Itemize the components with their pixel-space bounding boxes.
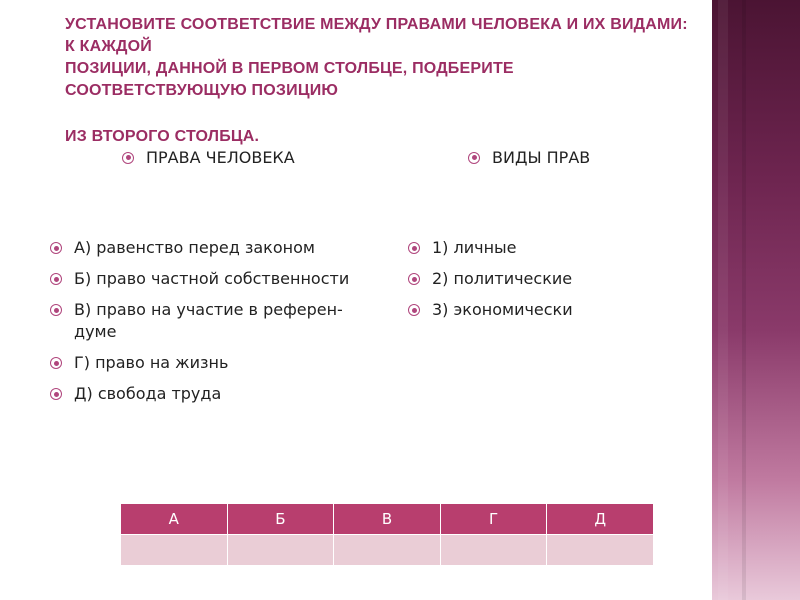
sidebar-band	[742, 0, 746, 600]
list-item	[50, 383, 380, 405]
left-column-heading	[122, 148, 295, 167]
title-line-1: УСТАНОВИТЕ СООТВЕТСТВИЕ МЕЖДУ ПРАВАМИ ЧЕЛОВЕКА И ИХ ВИДАМИ: К КАЖДОЙ	[65, 16, 688, 55]
bullet-icon	[50, 304, 62, 316]
answer-cell[interactable]	[547, 535, 654, 566]
answer-table-row	[121, 535, 654, 566]
list-item-text: В) право на участие в референ-думе	[74, 300, 343, 341]
list-item	[408, 299, 688, 321]
answer-cell[interactable]	[440, 535, 547, 566]
list-item-text: 2) политические	[432, 269, 573, 288]
bullet-icon	[50, 357, 62, 369]
answer-cell[interactable]	[121, 535, 228, 566]
bullet-icon	[50, 388, 62, 400]
list-item	[50, 299, 380, 343]
list-item-text: А) равенство перед законом	[74, 238, 315, 257]
list-item	[408, 268, 688, 290]
bullet-icon	[50, 273, 62, 285]
bullet-icon	[408, 242, 420, 254]
list-item-text: Г) право на жизнь	[74, 353, 229, 372]
bullet-icon	[408, 304, 420, 316]
answer-cell[interactable]	[334, 535, 441, 566]
bullet-icon	[408, 273, 420, 285]
answer-header-cell: А	[121, 504, 228, 535]
list-item	[50, 268, 380, 290]
bullet-icon	[468, 152, 480, 164]
sidebar-band	[718, 0, 728, 600]
types-list	[408, 237, 688, 330]
list-item	[50, 237, 380, 259]
title-line-3: ИЗ ВТОРОГО СТОЛБЦА.	[65, 128, 260, 145]
answer-cell[interactable]	[227, 535, 334, 566]
title-line-2: ПОЗИЦИИ, ДАННОЙ В ПЕРВОМ СТОЛБЦЕ, ПОДБЕРИТЕ СООТВЕТСТВУЮЩУЮ ПОЗИЦИЮ	[65, 60, 514, 99]
bullet-icon	[50, 242, 62, 254]
list-item-text: Д) свобода труда	[74, 384, 222, 403]
rights-list	[50, 237, 380, 414]
list-item-text: 1) личные	[432, 238, 517, 257]
list-item-text: Б) право частной собственности	[74, 269, 350, 288]
slide-title	[65, 14, 695, 148]
decorative-sidebar	[712, 0, 800, 600]
right-column-heading	[468, 148, 590, 167]
answer-table-header-row	[121, 504, 654, 535]
answer-header-cell: Д	[547, 504, 654, 535]
answer-header-cell: Б	[227, 504, 334, 535]
answer-table	[120, 503, 654, 566]
list-item	[50, 352, 380, 374]
right-heading-text: ВИДЫ ПРАВ	[492, 148, 591, 167]
left-heading-text: ПРАВА ЧЕЛОВЕКА	[146, 148, 295, 167]
answer-header-cell: Г	[440, 504, 547, 535]
bullet-icon	[122, 152, 134, 164]
answer-header-cell: В	[334, 504, 441, 535]
list-item	[408, 237, 688, 259]
list-item-text: 3) экономически	[432, 300, 573, 319]
